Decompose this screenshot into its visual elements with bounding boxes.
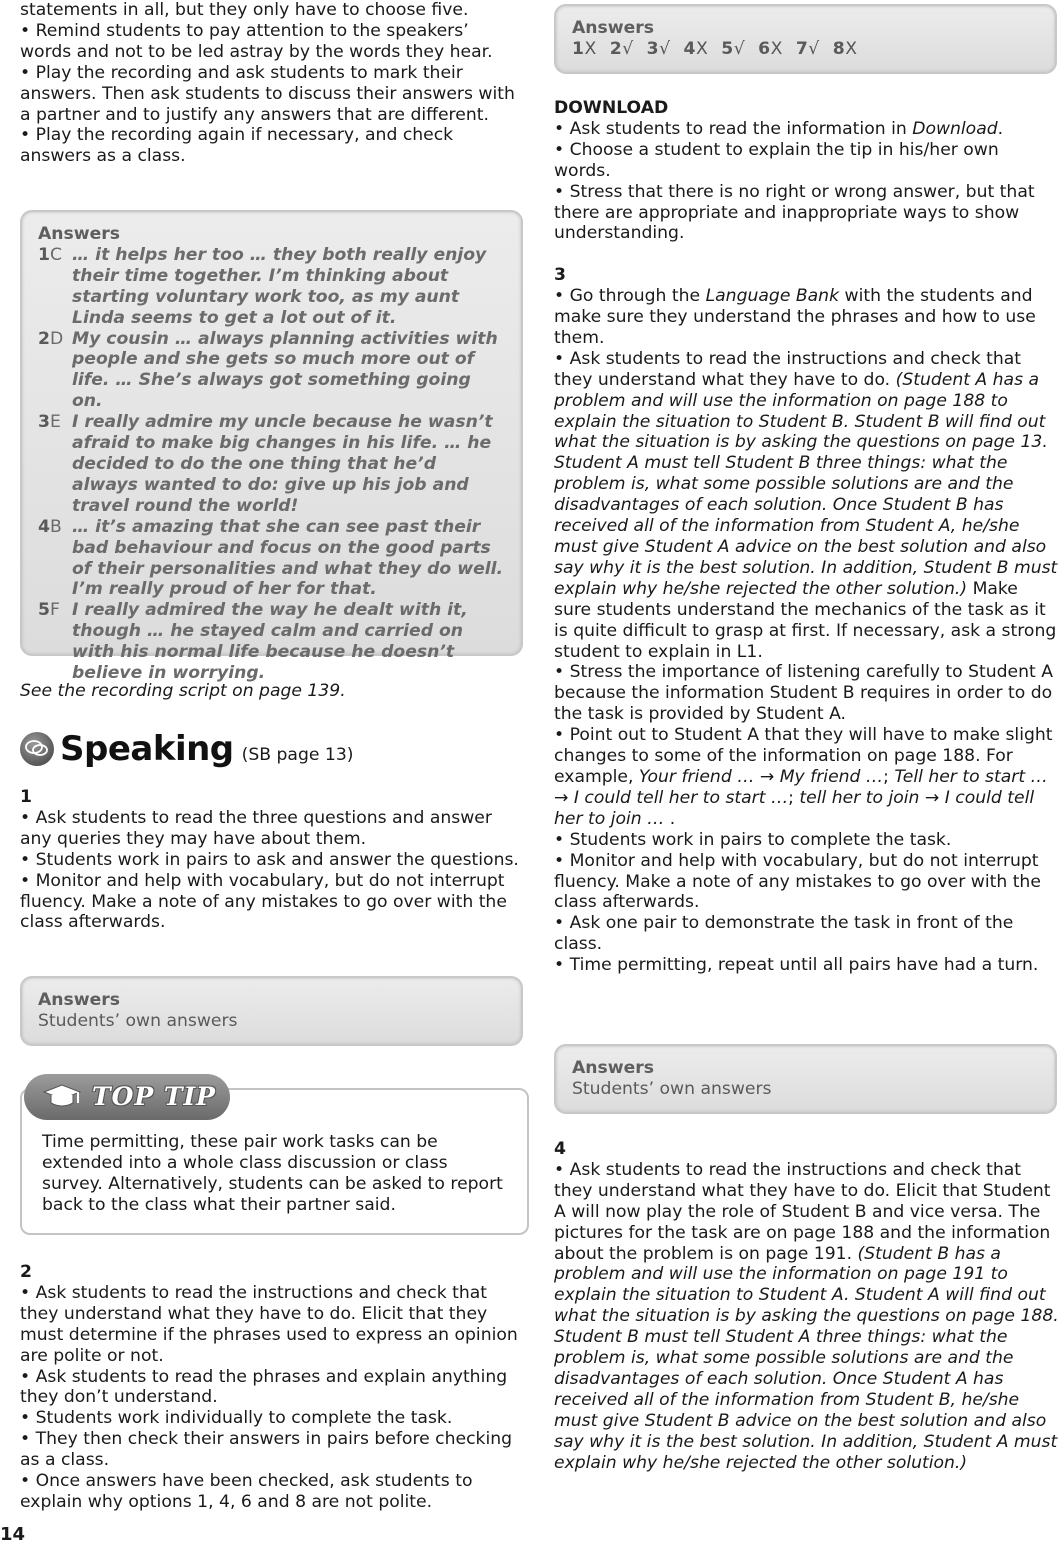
intro-line: • Play the recording again if necessary, and check answers as a class. xyxy=(20,125,454,167)
task-bullet: • Ask students to read the phrases and explain anything they don’t understand. xyxy=(20,1366,508,1408)
task-number: 4 xyxy=(554,1139,566,1159)
speech-bubbles-icon xyxy=(20,732,54,766)
task-number: 1 xyxy=(20,787,32,807)
task4-section xyxy=(554,1139,1059,1474)
answer-item: 1C … it helps her too … they both really enjoy their time together. I’m thinking about starting voluntary work too, as my aunt Linda seems to get a lot out of it. xyxy=(38,244,487,328)
answers-box-listening xyxy=(20,210,523,684)
speaking-heading xyxy=(20,726,354,769)
intro-line: • Remind students to pay attention to the speakers’ words and not to be led astray by the words they hear. xyxy=(20,20,493,62)
task-bullet: • Choose a student to explain the tip in his/her own words. xyxy=(554,139,999,181)
answer-item: 5F I really admired the way he dealt with it, though … he stayed calm and carried on with his normal life because he doesn’t believe in worrying. xyxy=(38,600,468,684)
top-tip-badge xyxy=(24,1074,230,1120)
answers-box-task3 xyxy=(554,1044,1057,1114)
task-bullet: • Ask students to read the instructions and check that they understand what they have to do. (Student A has a problem and will use the information on page 188 to explain the situation to Student B. Student B will find out what the situation is by asking the questions on page 13. Student A must tell Student B three things: what the problem is, what some possible solutions are and the disadvantages of each solution. Once Student B has received all of the information from Student A, he/she must give Student A advice on the best solution and also say why it is the best solution. In addition, Student B must explain why he/she rejected the other solution.) Make sure students understand the mechanics of the task as it is quite difficult to grasp at first. If necessary, ask a strong student to explain in L1. xyxy=(554,348,1058,662)
task2-section xyxy=(20,1262,525,1513)
intro-line: statements in all, but they only have to choose five. xyxy=(20,0,469,20)
task-bullet: • Ask students to read the instructions and check that they understand what they have to do. Elicit that they must determine if the phrases used to express an opinion are polite or not. xyxy=(20,1282,518,1366)
recording-note: See the recording script on page 139. xyxy=(20,681,346,701)
answers-title: Answers xyxy=(572,1058,655,1078)
left-column xyxy=(20,0,525,167)
answers-title: Answers xyxy=(38,990,121,1010)
answers-text: Students’ own answers xyxy=(572,1078,772,1099)
answers-box-task1 xyxy=(20,976,523,1046)
answers-text: Students’ own answers xyxy=(38,1010,238,1031)
download-section xyxy=(554,98,1059,976)
task-bullet: • Ask students to read the information in Download. xyxy=(554,118,1004,139)
task-bullet: • Time permitting, repeat until all pairs have had a turn. xyxy=(554,955,1039,976)
task1-section xyxy=(20,787,525,933)
page-number: 14 xyxy=(0,1524,26,1545)
task-bullet: • Stress the importance of listening carefully to Student A because the information Student B requires in order to do the task is provided by Student A. xyxy=(554,662,1053,725)
task-bullet: • Ask one pair to demonstrate the task in front of the class. xyxy=(554,913,1014,955)
answers-box-task2 xyxy=(554,4,1057,74)
task-bullet: • Ask students to read the instructions and check that they understand what they have to do. Elicit that Student A will now play the role of Student B and vice versa. The pictures for the task are on page 188 and the information about the problem is on page 191. (Student B has a problem and will use the information on page 191 to explain the situation to Student A. Student A will find out what the situation is by asking the questions on page 188. Student B must tell Student A three things: what the problem is, what some possible solutions are and the disadvantages of each solution. Once Student A has received all of the information from Student B, he/she must give Student B advice on the best solution and also say why it is the best solution. In addition, Student A must explain why he/she rejected the other solution.) xyxy=(554,1159,1059,1473)
answers-title: Answers xyxy=(572,18,655,38)
intro-line: • Play the recording and ask students to mark their answers. Then ask students to discuss their answers with a partner and to justify any answers that are different. xyxy=(20,62,515,125)
answer-marks: 1X 2√ 3√ 4X 5√ 6X 7√ 8X xyxy=(572,38,858,59)
speaking-page-ref: (SB page 13) xyxy=(241,745,354,765)
task-bullet: • Go through the Language Bank with the students and make sure they understand the phrases and how to use them. xyxy=(554,286,1036,348)
task-bullet: • They then check their answers in pairs before checking as a class. xyxy=(20,1429,513,1471)
task-bullet: • Students work in pairs to complete the task. xyxy=(554,829,952,850)
task-bullet: • Students work in pairs to ask and answer the questions. xyxy=(20,849,519,870)
answer-item: 3E I really admire my uncle because he wasn’t afraid to make big changes in his life. … he decided to do the one thing that he’d always wanted to do: give up his job and travel round the world! xyxy=(38,412,493,516)
answer-item: 2D My cousin … always planning activities with people and she gets so much more out of life. … She’s always got something going on. xyxy=(38,328,498,412)
task-bullet: • Monitor and help with vocabulary, but do not interrupt fluency. Make a note of any mistakes to go over with the class afterwards. xyxy=(554,850,1041,913)
task-number: 3 xyxy=(554,265,566,286)
answers-title: Answers xyxy=(38,224,121,244)
graduation-cap-icon xyxy=(42,1083,82,1111)
answer-item: 4B … it’s amazing that she can see past their bad behaviour and focus on the good parts of their personalities and what they do well. I’m really proud of her for that. xyxy=(38,516,504,600)
task-bullet: • Point out to Student A that they will have to make slight changes to some of the information on page 188. For example, Your friend … → My friend …; Tell her to start … → I could tell her to start …; tell her to join → I could tell her to join … . xyxy=(554,725,1053,829)
task-bullet: • Students work individually to complete the task. xyxy=(20,1408,453,1429)
task-bullet: • Monitor and help with vocabulary, but do not interrupt fluency. Make a note of any mistakes to go over with the class afterwards. xyxy=(20,870,507,933)
top-tip-text: Time permitting, these pair work tasks can be extended into a whole class discussion or class survey. Alternatively, students can be asked to report back to the class what their partner said. xyxy=(42,1132,503,1215)
top-tip-label: TOP TIP xyxy=(92,1081,216,1111)
speaking-title: Speaking xyxy=(60,729,234,769)
task-bullet: • Ask students to read the three questions and answer any queries they may have about them. xyxy=(20,807,492,849)
task-bullet: • Stress that there is no right or wrong answer, but that there are appropriate and inappropriate ways to show understanding. xyxy=(554,181,1035,244)
task-number: 2 xyxy=(20,1262,32,1282)
download-heading: DOWNLOAD xyxy=(554,98,669,118)
task-bullet: • Once answers have been checked, ask students to explain why options 1, 4, 6 and 8 are not polite. xyxy=(20,1471,473,1512)
